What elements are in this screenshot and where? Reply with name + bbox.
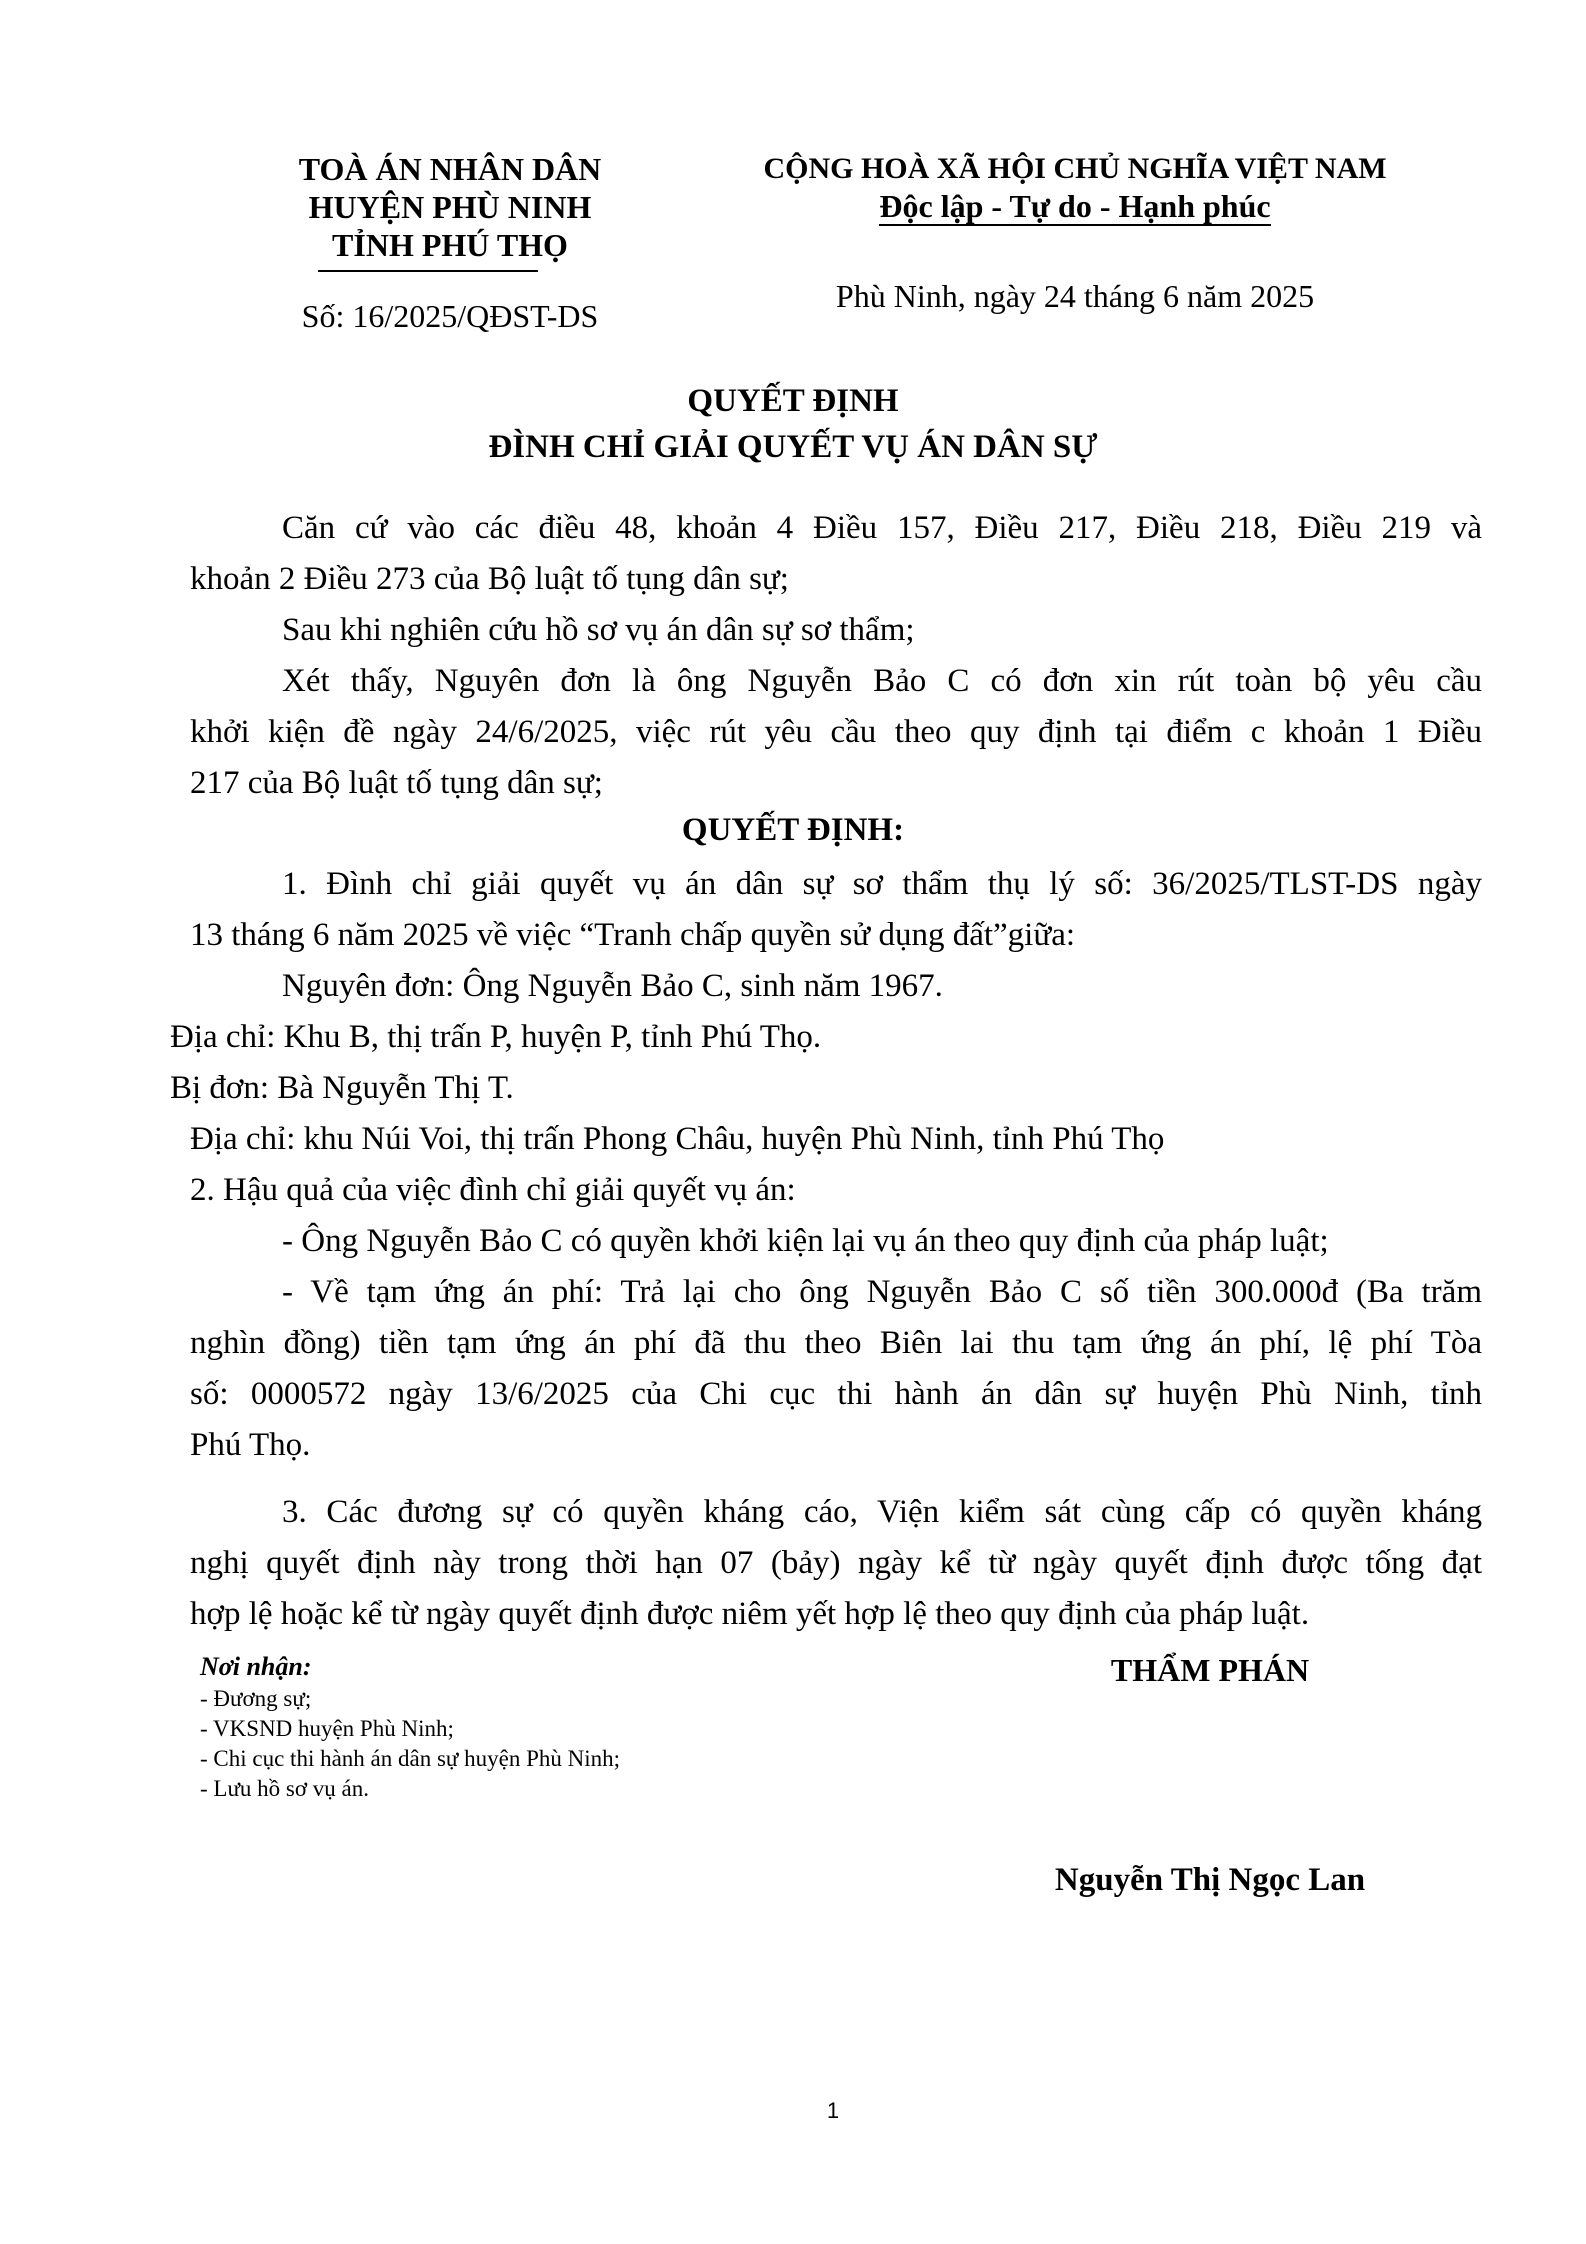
page-number: 1	[826, 2098, 840, 2123]
document-number: Số: 16/2025/QĐST-DS	[301, 298, 599, 334]
recipient-item: - Chi cục thi hành án dân sự huyện Phù Ninh;	[200, 1746, 621, 1771]
national-motto: Độc lập - Tự do - Hạnh phúc	[879, 188, 1271, 224]
item-2-point-b-line-2: nghìn đồng) tiền tạm ứng án phí đã thu theo Biên lai thu tạm ứng án phí, lệ phí Tòa	[190, 1325, 1482, 1361]
recipient-item: - Đương sự;	[200, 1686, 312, 1711]
legal-basis-line-1: Căn cứ vào các điều 48, khoản 4 Điều 157, Điều 217, Điều 218, Điều 219 và	[282, 510, 1482, 546]
recipients-heading: Nơi nhận:	[200, 1652, 312, 1681]
recipient-item: - VKSND huyện Phù Ninh;	[200, 1716, 454, 1741]
signer-name: Nguyễn Thị Ngọc Lan	[1054, 1862, 1366, 1898]
consider-line-3: 217 của Bộ luật tố tụng dân sự;	[190, 765, 603, 801]
consider-line-2: khởi kiện đề ngày 24/6/2025, việc rút yêu cầu theo quy định tại điểm c khoản 1 Điều	[190, 714, 1482, 750]
item-3-line-3: hợp lệ hoặc kể từ ngày quyết định được niêm yết hợp lệ theo quy định của pháp luật.	[190, 1596, 1310, 1632]
recipients-list	[200, 1650, 620, 1804]
decision-heading: QUYẾT ĐỊNH:	[681, 812, 905, 848]
title-line-2: ĐÌNH CHỈ GIẢI QUYẾT VỤ ÁN DÂN SỰ	[488, 429, 1098, 465]
item-2-point-b-line-4: Phú Thọ.	[190, 1427, 311, 1463]
item-2-point-b-line-3: số: 0000572 ngày 13/6/2025 của Chi cục thi hành án dân sự huyện Phù Ninh, tỉnh	[190, 1376, 1482, 1412]
signer-title: THẨM PHÁN	[1110, 1652, 1310, 1688]
research-line: Sau khi nghiên cứu hồ sơ vụ án dân sự sơ thẩm;	[282, 612, 915, 648]
document-title	[100, 378, 1486, 470]
item-2-point-b-line-1: - Về tạm ứng án phí: Trả lại cho ông Nguyễn Bảo C số tiền 300.000đ (Ba trăm	[282, 1274, 1482, 1310]
item-3-line-2: nghị quyết định này trong thời hạn 07 (bảy) ngày kể từ ngày quyết định được tống đạt	[190, 1545, 1482, 1581]
nation-name: CỘNG HOÀ XÃ HỘI CHỦ NGHĨA VIỆT NAM	[763, 152, 1387, 185]
court-line-1: TOÀ ÁN NHÂN DÂN	[298, 151, 602, 187]
item-1-line-1: 1. Đình chỉ giải quyết vụ án dân sự sơ thẩm thụ lý số: 36/2025/TLST-DS ngày	[282, 866, 1482, 902]
item-2-heading: 2. Hậu quả của việc đình chỉ giải quyết vụ án:	[190, 1172, 796, 1208]
defendant-address: Địa chỉ: khu Núi Voi, thị trấn Phong Châu, huyện Phù Ninh, tỉnh Phú Thọ	[190, 1121, 1165, 1157]
court-line-2: HUYỆN PHÙ NINH	[308, 189, 592, 225]
legal-basis-line-2: khoản 2 Điều 273 của Bộ luật tố tụng dân sự;	[190, 561, 789, 597]
plaintiff-line: Nguyên đơn: Ông Nguyễn Bảo C, sinh năm 1967.	[282, 968, 943, 1004]
plaintiff-address: Địa chỉ: Khu B, thị trấn P, huyện P, tỉnh Phú Thọ.	[170, 1019, 822, 1055]
court-underline	[318, 270, 538, 272]
recipient-item: - Lưu hồ sơ vụ án.	[200, 1776, 369, 1801]
title-line-1: QUYẾT ĐỊNH	[687, 383, 899, 419]
court-line-3: TỈNH PHÚ THỌ	[332, 227, 568, 263]
national-header	[700, 150, 1450, 232]
item-3-line-1: 3. Các đương sự có quyền kháng cáo, Viện kiểm sát cùng cấp có quyền kháng	[282, 1494, 1482, 1530]
item-1-line-2: 13 tháng 6 năm 2025 về việc “Tranh chấp quyền sử dụng đất”giữa:	[190, 917, 1076, 953]
consider-line-1: Xét thấy, Nguyên đơn là ông Nguyễn Bảo C có đơn xin rút toàn bộ yêu cầu	[282, 663, 1482, 699]
item-2-point-a: - Ông Nguyễn Bảo C có quyền khởi kiện lại vụ án theo quy định của pháp luật;	[282, 1223, 1329, 1259]
defendant-line: Bị đơn: Bà Nguyễn Thị T.	[170, 1070, 514, 1106]
court-name	[230, 150, 670, 264]
place-and-date: Phù Ninh, ngày 24 tháng 6 năm 2025	[835, 278, 1315, 314]
